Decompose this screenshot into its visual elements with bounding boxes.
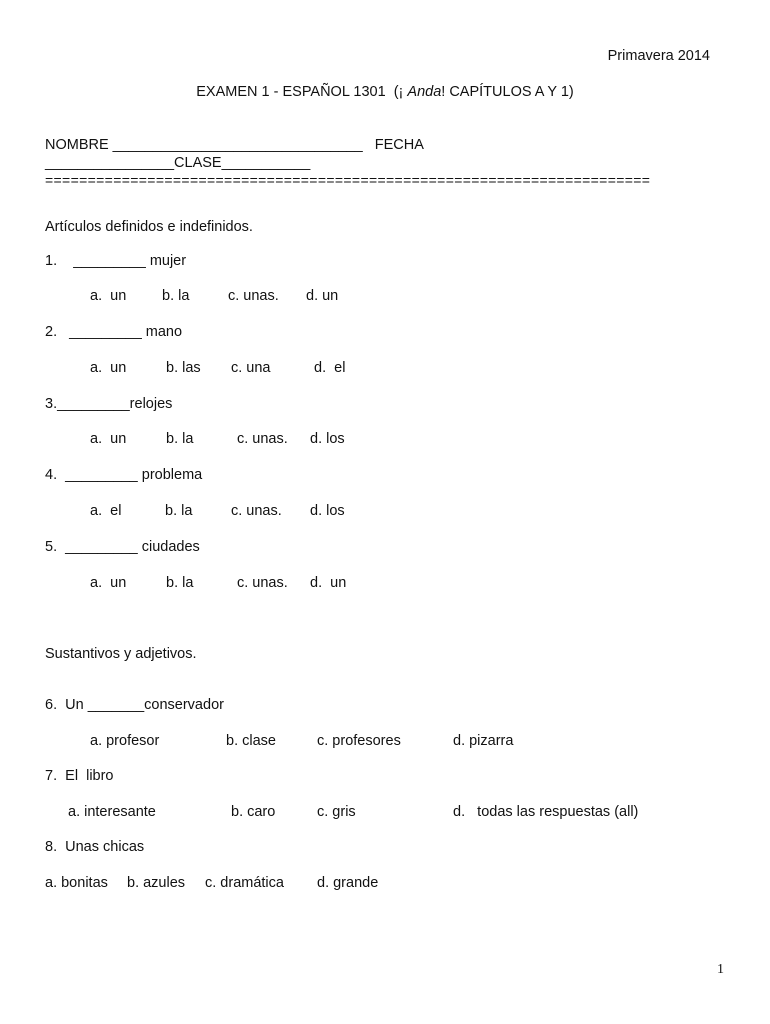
answer-option: c. unas.: [231, 503, 282, 519]
answer-option: b. la: [166, 575, 194, 591]
answer-option: d. grande: [317, 875, 379, 891]
answer-option: b. clase: [226, 733, 276, 749]
question-stem: 5. _________ ciudades: [45, 539, 200, 555]
name-date-line: NOMBRE _______________________________ FECHA: [45, 137, 424, 153]
answer-option: c. una: [231, 360, 271, 376]
question-stem: 3._________relojes: [45, 396, 173, 412]
answer-option: c. unas.: [237, 431, 288, 447]
answer-option: d. todas las respuestas (all): [453, 804, 639, 820]
answer-option: a. un: [90, 575, 127, 591]
answer-option: a. interesante: [68, 804, 156, 820]
answer-option: b. la: [165, 503, 193, 519]
question-stem: 6. Un _______conservador: [45, 697, 224, 713]
answer-option: a. el: [90, 503, 122, 519]
question-stem: 7. El libro: [45, 768, 114, 784]
answer-option: d. el: [314, 360, 346, 376]
answer-option: a. bonitas: [45, 875, 108, 891]
answer-option: c. dramática: [205, 875, 284, 891]
answer-option: b. la: [166, 431, 194, 447]
exam-title-prefix: EXAMEN 1 - ESPAÑOL 1301 (¡: [196, 84, 408, 100]
answer-option: a. profesor: [90, 733, 160, 749]
page-number: 1: [717, 962, 724, 977]
answer-option: a. un: [90, 288, 127, 304]
answer-option: b. las: [166, 360, 201, 376]
answer-option: c. profesores: [317, 733, 401, 749]
exam-title-suffix: ! CAPÍTULOS A Y 1): [441, 84, 574, 100]
question-stem: 1. _________ mujer: [45, 253, 187, 269]
term-label: Primavera 2014: [607, 48, 710, 64]
question-stem: 4. _________ problema: [45, 467, 203, 483]
exam-title-italic: Anda: [407, 84, 442, 100]
answer-option: d. pizarra: [453, 733, 514, 749]
answer-option: d. un: [310, 575, 347, 591]
answer-option: c. gris: [317, 804, 356, 820]
answer-option: b. la: [162, 288, 190, 304]
answer-option: b. caro: [231, 804, 276, 820]
answer-option: c. unas.: [237, 575, 288, 591]
class-line: ________________CLASE___________: [45, 155, 311, 171]
section-heading-sustantivos: Sustantivos y adjetivos.: [45, 646, 197, 662]
answer-option: a. un: [90, 431, 127, 447]
exam-title: [0, 83, 770, 101]
section-heading-articulos: Artículos definidos e indefinidos.: [45, 219, 253, 235]
answer-option: b. azules: [127, 875, 186, 891]
answer-option: d. los: [310, 431, 345, 447]
answer-option: d. los: [310, 503, 345, 519]
answer-option: d. un: [306, 288, 339, 304]
answer-option: a. un: [90, 360, 127, 376]
question-stem: 2. _________ mano: [45, 324, 183, 340]
question-stem: 8. Unas chicas: [45, 839, 145, 855]
answer-option: c. unas.: [228, 288, 279, 304]
separator-line: =======================================================================: [45, 172, 651, 188]
